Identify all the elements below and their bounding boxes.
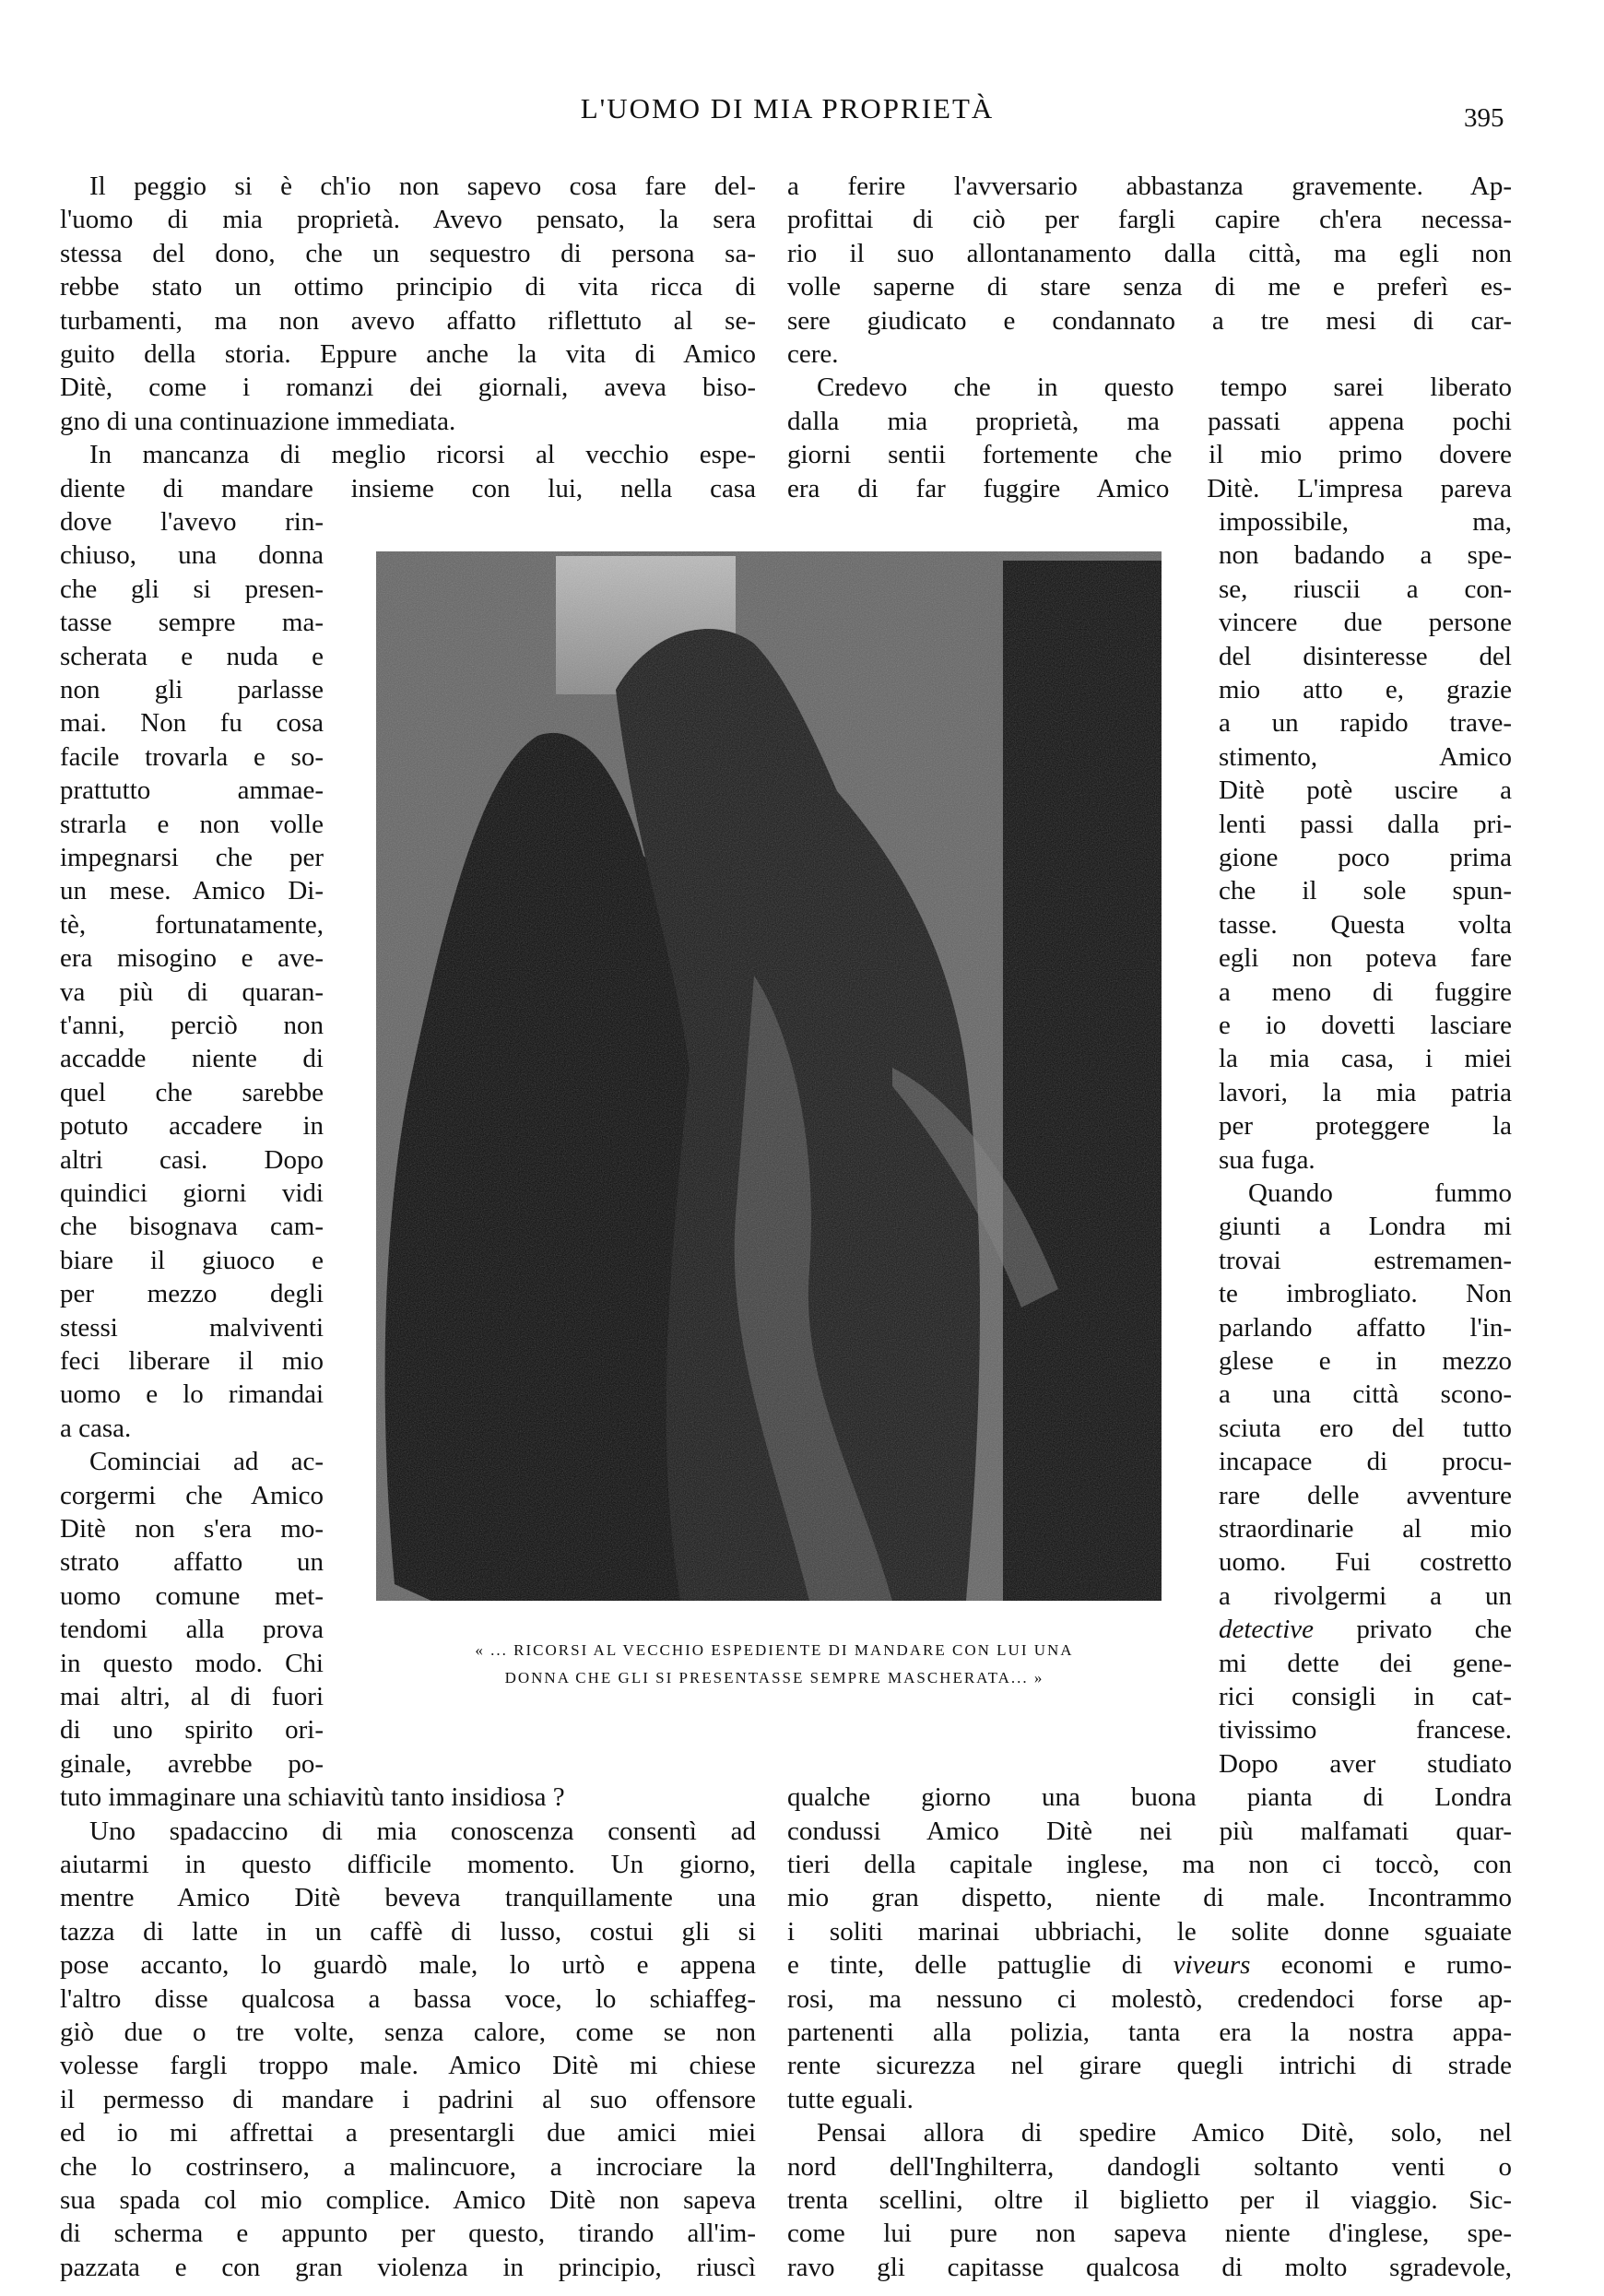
text-line: di uno spirito ori- <box>60 1715 324 1746</box>
text-line: gione poco prima <box>1219 843 1512 872</box>
text-line: straordinarie al mio <box>1219 1514 1512 1544</box>
text-line: il permesso di mandare i padrini al suo offensore <box>60 2084 756 2114</box>
text-line: sua spada col mio complice. Amico Ditè non sapeva <box>60 2185 756 2215</box>
text-line: i soliti marinai ubbriachi, le solite donne sguaiate <box>787 1916 1512 1947</box>
text-line: impegnarsi che per <box>60 843 324 872</box>
text-line: cere. <box>787 339 839 369</box>
text-line: giunti a Londra mi <box>1219 1212 1512 1242</box>
text-line: gno di una continuazione immediata. <box>60 406 456 436</box>
text-line: strato affatto un <box>60 1547 324 1578</box>
text-line: mai altri, al di fuori <box>60 1682 324 1711</box>
text-line: l'uomo di mia proprietà. Avevo pensato, la sera <box>60 205 756 235</box>
text-line: ginale, avrebbe po- <box>60 1748 324 1779</box>
text-line: Uno spadaccino di mia conoscenza consentì ad <box>89 1816 756 1846</box>
text-line: impossibile, ma, <box>1219 507 1512 537</box>
text-line: mentre Amico Ditè beveva tranquillamente una <box>60 1883 756 1913</box>
text-line: aiutarmi in questo difficile momento. Un giorno, <box>60 1850 756 1879</box>
text-line: l'altro disse qualcosa a bassa voce, lo schiaffeg- <box>60 1983 756 2014</box>
text-line: tendomi alla prova <box>60 1615 324 1645</box>
text-line: stessa del dono, che un sequestro di persona sa- <box>60 238 756 268</box>
text-line: mai. Non fu cosa <box>60 708 324 739</box>
text-line: rente sicurezza nel girare quegli intrichi di strade <box>787 2051 1512 2081</box>
running-title: L'UOMO DI MIA PROPRIETÀ <box>580 92 995 124</box>
text-line: corgermi che Amico <box>60 1480 324 1510</box>
text-line: partenenti alla polizia, tanta era la nostra appa- <box>787 2018 1512 2047</box>
text-line: sere giudicato e condannato a tre mesi di car- <box>787 305 1512 336</box>
text-line: in questo modo. Chi <box>60 1648 324 1678</box>
text-line: volesse fargli troppo male. Amico Ditè mi chiese <box>60 2051 756 2081</box>
text-line: tieri della capitale inglese, ma non ci toccò, con <box>787 1850 1512 1879</box>
text-line: lenti passi dalla pri- <box>1219 809 1512 839</box>
text-line: Ditè, come i romanzi dei giornali, aveva biso- <box>60 373 756 403</box>
text-line: rosi, ma nessuno ci molestò, credendoci forse ap- <box>787 1983 1512 2014</box>
text-line: se, riuscii a con- <box>1219 574 1512 604</box>
text-line: tazza di latte in un caffè di lusso, costui gli si <box>60 1916 756 1947</box>
text-line: a casa. <box>60 1413 132 1443</box>
text-line: quel che sarebbe <box>60 1077 324 1107</box>
text-line: feci liberare il mio <box>60 1346 324 1376</box>
text-line: profittai di ciò per fargli capire ch'era necessa- <box>787 205 1512 235</box>
italic-text: viveurs <box>1173 1950 1251 1981</box>
text-segment: economi e rumo- <box>1250 1950 1512 1981</box>
text-line: non badando a spe- <box>1219 540 1512 571</box>
text-line: chiuso, una donna <box>60 540 324 571</box>
text-line: rebbe stato un ottimo principio di vita ricca di <box>60 272 756 302</box>
text-line: guito della storia. Eppure anche la vita di Amico <box>60 339 756 369</box>
text-line: di scherma e appunto per questo, tirando all'im- <box>60 2219 756 2249</box>
text-line: rici consigli in cat- <box>1219 1682 1512 1711</box>
text-line: del disinteresse del <box>1219 641 1512 671</box>
text-line: egli non poteva fare <box>1219 943 1512 974</box>
text-line: a ferire l'avversario abbastanza gravemente. Ap- <box>787 172 1512 201</box>
text-line: Ditè potè uscire a <box>1219 775 1512 806</box>
text-line: ed io mi affrettai a presentargli due amici miei <box>60 2118 756 2148</box>
text-line: a un rapido trave- <box>1219 708 1512 739</box>
text-line: qualche giorno una buona pianta di Londra <box>787 1782 1512 1813</box>
text-line: Il peggio si è ch'io non sapevo cosa fare del- <box>89 172 756 201</box>
text-line: In mancanza di meglio ricorsi al vecchio espe- <box>89 440 756 470</box>
text-line: nord dell'Inghilterra, dandogli soltanto venti o <box>787 2151 1512 2182</box>
text-line: mio gran dispetto, niente di male. Incontrammo <box>787 1883 1512 1913</box>
text-line: tutte eguali. <box>787 2084 914 2114</box>
text-line: Quando fummo <box>1248 1178 1512 1208</box>
text-line: trovai estremamen- <box>1219 1245 1512 1275</box>
text-line: dalla mia proprietà, ma passati appena pochi <box>787 406 1512 436</box>
text-line: sua fuga. <box>1219 1144 1315 1175</box>
text-line: uomo. Fui costretto <box>1219 1547 1512 1578</box>
text-line: per mezzo degli <box>60 1279 324 1309</box>
text-segment: privato che <box>1314 1615 1512 1645</box>
text-line: uomo e lo rimandai <box>60 1379 324 1410</box>
text-line: pose accanto, lo guardò male, lo urtò e appena <box>60 1950 756 1981</box>
text-line: stimento, Amico <box>1219 741 1512 772</box>
text-line: turbamenti, ma non avevo affatto riflettuto al se- <box>60 305 756 336</box>
text-line: t'anni, perciò non <box>60 1011 324 1040</box>
text-line: un mese. Amico Di- <box>60 876 324 906</box>
text-line: tivissimo francese. <box>1219 1715 1512 1746</box>
text-line: volle saperne di stare senza di me e preferì es- <box>787 272 1512 302</box>
illustration-photo <box>376 551 1162 1601</box>
text-line: strarla e non volle <box>60 809 324 839</box>
text-line: diente di mandare insieme con lui, nella casa <box>60 473 756 503</box>
text-line: tuto immaginare una schiavitù tanto insidiosa ? <box>60 1782 565 1813</box>
text-line: dove l'avevo rin- <box>60 507 324 537</box>
text-line: come lui pure non sapeva niente d'inglese, spe- <box>787 2219 1512 2249</box>
text-line: tè, fortunatamente, <box>60 909 324 940</box>
text-line: scherata e nuda e <box>60 641 324 671</box>
text-line: stessi malviventi <box>60 1312 324 1343</box>
text-line: Pensai allora di spedire Amico Ditè, solo, nel <box>817 2118 1512 2148</box>
text-line: Credevo che in questo tempo sarei liberato <box>817 373 1512 403</box>
text-line: te imbrogliato. Non <box>1219 1279 1512 1309</box>
text-line: era misogino e ave- <box>60 943 324 974</box>
text-line: che il sole spun- <box>1219 876 1512 906</box>
text-line: facile trovarla e so- <box>60 741 324 772</box>
text-line: giò due o tre volte, senza calore, come se non <box>60 2018 756 2047</box>
text-line: che bisognava cam- <box>60 1212 324 1242</box>
text-line: mio atto e, grazie <box>1219 675 1512 704</box>
text-line: parlando affatto l'in- <box>1219 1312 1512 1343</box>
figure-caption-line-1: « ... RICORSI AL VECCHIO ESPEDIENTE DI MANDARE CON LUI UNA <box>475 1641 1074 1659</box>
text-line: biare il giuoco e <box>60 1245 324 1275</box>
text-line: rio il suo allontanamento dalla città, ma egli non <box>787 238 1512 268</box>
text-line: rare delle avventure <box>1219 1480 1512 1510</box>
text-line <box>1219 1613 1512 1646</box>
text-line: potuto accadere in <box>60 1111 324 1142</box>
text-line: a rivolgermi a un <box>1219 1580 1512 1611</box>
text-line: ravo gli capitasse qualcosa di molto sgradevole, <box>787 2252 1512 2282</box>
text-line: per proteggere la <box>1219 1111 1512 1142</box>
text-line: che gli si presen- <box>60 574 324 604</box>
text-line: tasse. Questa volta <box>1219 909 1512 940</box>
text-line: Dopo aver studiato <box>1219 1748 1512 1779</box>
text-line: prattutto ammae- <box>60 775 324 806</box>
text-line: incapace di procu- <box>1219 1447 1512 1477</box>
text-line: uomo comune met- <box>60 1580 324 1611</box>
text-line: trenta scellini, oltre il biglietto per il viaggio. Sic- <box>787 2185 1512 2215</box>
figure-caption-line-2: DONNA CHE GLI SI PRESENTASSE SEMPRE MASCHERATA... » <box>504 1669 1044 1686</box>
text-line: tasse sempre ma- <box>60 608 324 638</box>
text-line: Cominciai ad ac- <box>89 1447 324 1477</box>
text-line: vincere due persone <box>1219 608 1512 638</box>
text-line: Ditè non s'era mo- <box>60 1514 324 1544</box>
text-line: lavori, la mia patria <box>1219 1077 1512 1107</box>
text-line: quindici giorni vidi <box>60 1178 324 1208</box>
italic-text: detective <box>1219 1615 1315 1645</box>
text-line: altri casi. Dopo <box>60 1144 324 1175</box>
text-line: e io dovetti lasciare <box>1219 1011 1512 1040</box>
text-segment: e tinte, delle pattuglie di <box>787 1950 1174 1981</box>
text-line: glese e in mezzo <box>1219 1346 1512 1376</box>
text-line: sciuta ero del tutto <box>1219 1413 1512 1443</box>
page-number: 395 <box>1464 103 1504 133</box>
text-line: condussi Amico Ditè nei più malfamati quar- <box>787 1816 1512 1846</box>
text-line: accadde niente di <box>60 1044 324 1074</box>
text-line: la mia casa, i miei <box>1219 1044 1512 1074</box>
text-line: a una città scono- <box>1219 1379 1512 1410</box>
text-line: giorni sentii fortemente che il mio primo dovere <box>787 440 1512 470</box>
text-line <box>787 1948 1512 1982</box>
text-line: mi dette dei gene- <box>1219 1648 1512 1678</box>
text-line: a meno di fuggire <box>1219 976 1512 1007</box>
text-line: pazzata e con gran violenza in principio, riuscì <box>60 2252 756 2282</box>
text-line: va più di quaran- <box>60 976 324 1007</box>
text-line: era di far fuggire Amico Ditè. L'impresa pareva <box>787 473 1512 503</box>
text-line: che lo costrinsero, a malincuore, a incrociare la <box>60 2151 756 2182</box>
text-line: non gli parlasse <box>60 675 324 704</box>
